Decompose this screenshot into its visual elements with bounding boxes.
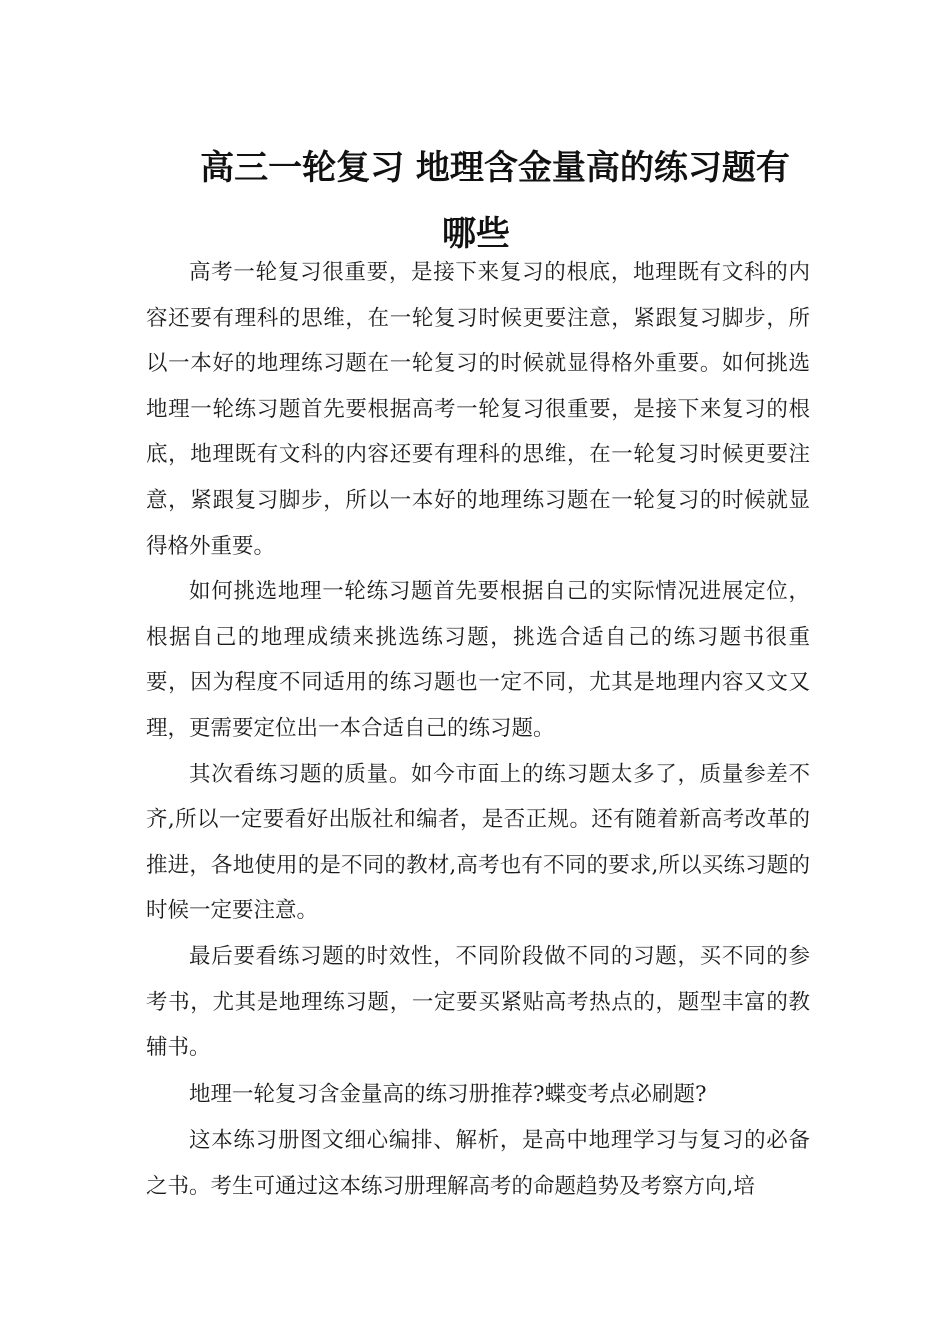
document-title xyxy=(146,135,806,267)
paragraph-positioning: 如何挑选地理一轮练习题首先要根据自己的实际情况进展定位，根据自己的地理成绩来挑选练习题，挑选合适自己的练习题书很重要，因为程度不同适用的练习题也一定不同，尤其是地理内容又文又理，更需要定位出一本合适自己的练习题。 xyxy=(146,579,810,741)
paragraph-recommendation: 这本练习册图文细心编排、解析，是高中地理学习与复习的必备之书。考生可通过这本练习册理解高考的命题趋势及考察方向,培 xyxy=(146,1128,810,1199)
paragraph-recommendation-heading: 地理一轮复习含金量高的练习册推荐?蝶变考点必刷题? xyxy=(189,1081,707,1107)
document-body xyxy=(146,250,810,1209)
paragraph-timeliness: 最后要看练习题的时效性，不同阶段做不同的习题，买不同的参考书，尤其是地理练习题，一定要买紧贴高考热点的，题型丰富的教辅书。 xyxy=(146,943,810,1061)
title-line-2: 哪些 xyxy=(442,213,510,254)
title-line-1: 高三一轮复习 地理含金量高的练习题有 xyxy=(200,147,790,188)
paragraph-intro: 高考一轮复习很重要，是接下来复习的根底，地理既有文科的内容还要有理科的思维，在一轮复习时候更要注意，紧跟复习脚步，所以一本好的地理练习题在一轮复习的时候就显得格外重要。如何挑选地理一轮练习题首先要根据高考一轮复习很重要，是接下来复习的根底，地理既有文科的内容还要有理科的思维，在一轮复习时候更要注意，紧跟复习脚步，所以一本好的地理练习题在一轮复习的时候就显得格外重要。 xyxy=(146,260,810,559)
paragraph-quality: 其次看练习题的质量。如今市面上的练习题太多了，质量参差不齐,所以一定要看好出版社和编者，是否正规。还有随着新高考改革的推进，各地使用的是不同的教材,高考也有不同的要求,所以买练习题的时候一定要注意。 xyxy=(146,761,810,924)
